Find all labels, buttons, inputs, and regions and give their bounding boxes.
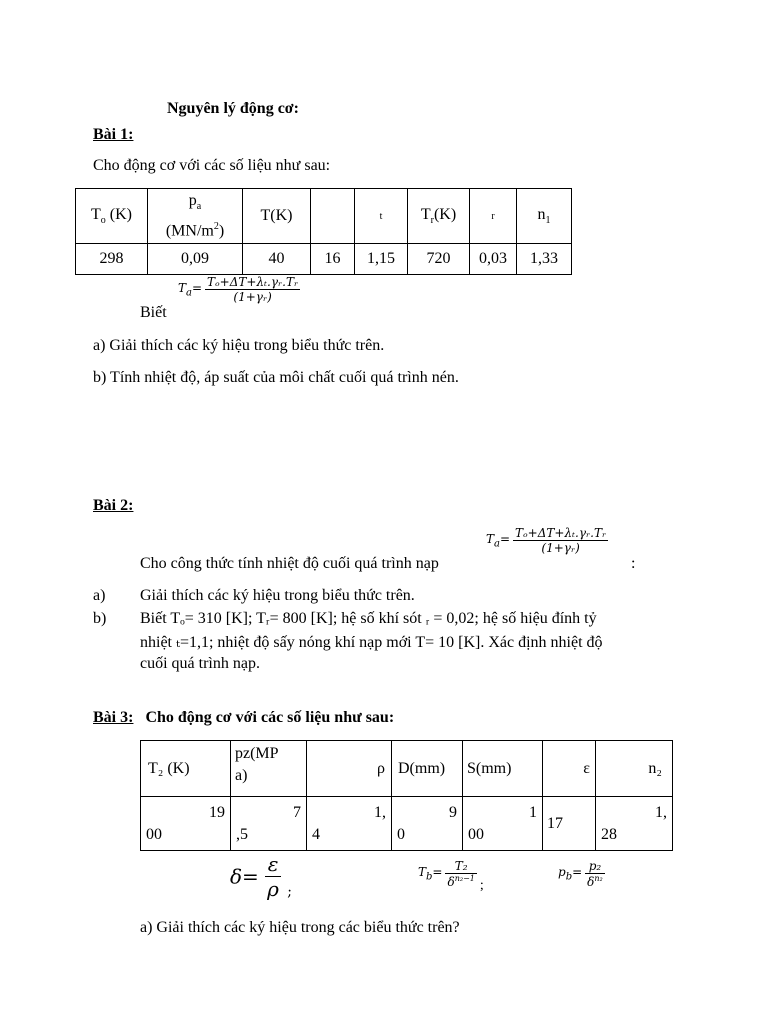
exercise-3-intro: Cho động cơ với các số liệu như sau: bbox=[145, 709, 395, 726]
header-pa: $p_a$ $(MN/m^2)$ bbox=[148, 189, 243, 244]
table-cell: 1, 28 bbox=[596, 797, 673, 851]
exercise-3-question-a: a) Giải thích các ký hiệu trong các biểu thức trên? bbox=[140, 919, 460, 936]
formula-pb: $p_b=$ $\frac{\text{p₂}}{\delta^{n_2}}$ bbox=[558, 859, 603, 889]
exercise-2-item-b-line2: nhiệt ₜ=1,1; nhiệt độ sấy nóng khí nạp mới T= 10 [K]. Xác định nhiệt độ bbox=[140, 634, 603, 651]
table-cell: 7 ,5 bbox=[231, 797, 307, 851]
exercise-1-biet: Biết bbox=[140, 304, 167, 321]
exercise-1-intro: Cho động cơ với các số liệu như sau: bbox=[93, 157, 331, 174]
table-cell: 0,09 bbox=[148, 244, 243, 275]
header-t: T(K) bbox=[243, 189, 311, 244]
header-n2: n₂ bbox=[596, 741, 673, 797]
exercise-3-heading-row bbox=[93, 709, 394, 727]
table-cell: 1,15 bbox=[355, 244, 408, 275]
exercise-1-question-a: a) Giải thích các ký hiệu trong biểu thức trên. bbox=[93, 337, 385, 354]
formula-delta: δ= $\frac{\varepsilon}{\rho}$ $_;$ bbox=[230, 852, 293, 901]
exercise-3-heading: Bài 3: bbox=[93, 709, 134, 726]
header-tz: T₂ (K) bbox=[141, 741, 231, 797]
header-s: S(mm) bbox=[463, 741, 543, 797]
exercise-2-colon: : bbox=[631, 555, 636, 572]
exercise-2-intro: Cho công thức tính nhiệt độ cuối quá trình nạp bbox=[140, 555, 439, 572]
header-epsilon: ε bbox=[543, 741, 596, 797]
exercise-3-table bbox=[140, 740, 673, 851]
header-to: $T_o$ (K) bbox=[76, 189, 148, 244]
exercise-1-formula: $T_a=$ $\frac{\text{Tₒ+ΔT+λₜ.γᵣ.Tᵣ}}{\text{(1+γᵣ)}}$ bbox=[178, 275, 299, 304]
header-d: D(mm) bbox=[392, 741, 463, 797]
header-lambda-t: t bbox=[355, 189, 408, 244]
header-pz: pz(MP a) bbox=[231, 741, 307, 797]
table-cell: 17 bbox=[543, 797, 596, 851]
header-tr: $T_r(K)$ bbox=[408, 189, 470, 244]
exercise-1-table bbox=[75, 188, 572, 275]
table-cell: 40 bbox=[243, 244, 311, 275]
header-n1: $n_1$ bbox=[517, 189, 572, 244]
table-cell: 1,33 bbox=[517, 244, 572, 275]
table-cell: 1 00 bbox=[463, 797, 543, 851]
table-cell: 19 00 bbox=[141, 797, 231, 851]
exercise-2-heading: Bài 2: bbox=[93, 497, 134, 514]
exercise-2-formula: $T_a=$ $\frac{\text{Tₒ+ΔT+λₜ.γᵣ.Tᵣ}}{\text{(1+γᵣ)}}$ bbox=[486, 526, 607, 555]
table-cell: 16 bbox=[311, 244, 355, 275]
table-cell: 720 bbox=[408, 244, 470, 275]
exercise-2-item-b-marker: b) bbox=[93, 610, 107, 627]
header-rho: ρ bbox=[307, 741, 392, 797]
table-cell: 9 0 bbox=[392, 797, 463, 851]
table-cell: 298 bbox=[76, 244, 148, 275]
exercise-1-question-b: b) Tính nhiệt độ, áp suất của môi chất cuối quá trình nén. bbox=[93, 369, 459, 386]
header-gamma-r: r bbox=[470, 189, 517, 244]
exercise-2-item-a-marker: a) bbox=[93, 587, 106, 604]
exercise-2-item-b-line3: cuối quá trình nạp. bbox=[140, 655, 260, 672]
table-cell: 1, 4 bbox=[307, 797, 392, 851]
formula-tb: $T_b=$ $\frac{\text{T₂}}{\delta^{n_2-1}}$ ; bbox=[418, 859, 484, 893]
exercise-1-heading: Bài 1: bbox=[93, 126, 134, 143]
table-cell: 0,03 bbox=[470, 244, 517, 275]
exercise-2-item-b-line1: Biết Tₒ= 310 [K]; Tᵣ= 800 [K]; hệ số khí sót ᵣ = 0,02; hệ số hiệu đính tỷ bbox=[140, 610, 597, 627]
header-delta-t bbox=[311, 189, 355, 244]
page-title: Nguyên lý động cơ: bbox=[167, 100, 299, 117]
exercise-2-item-a-text: Giải thích các ký hiệu trong biểu thức trên. bbox=[140, 587, 415, 604]
